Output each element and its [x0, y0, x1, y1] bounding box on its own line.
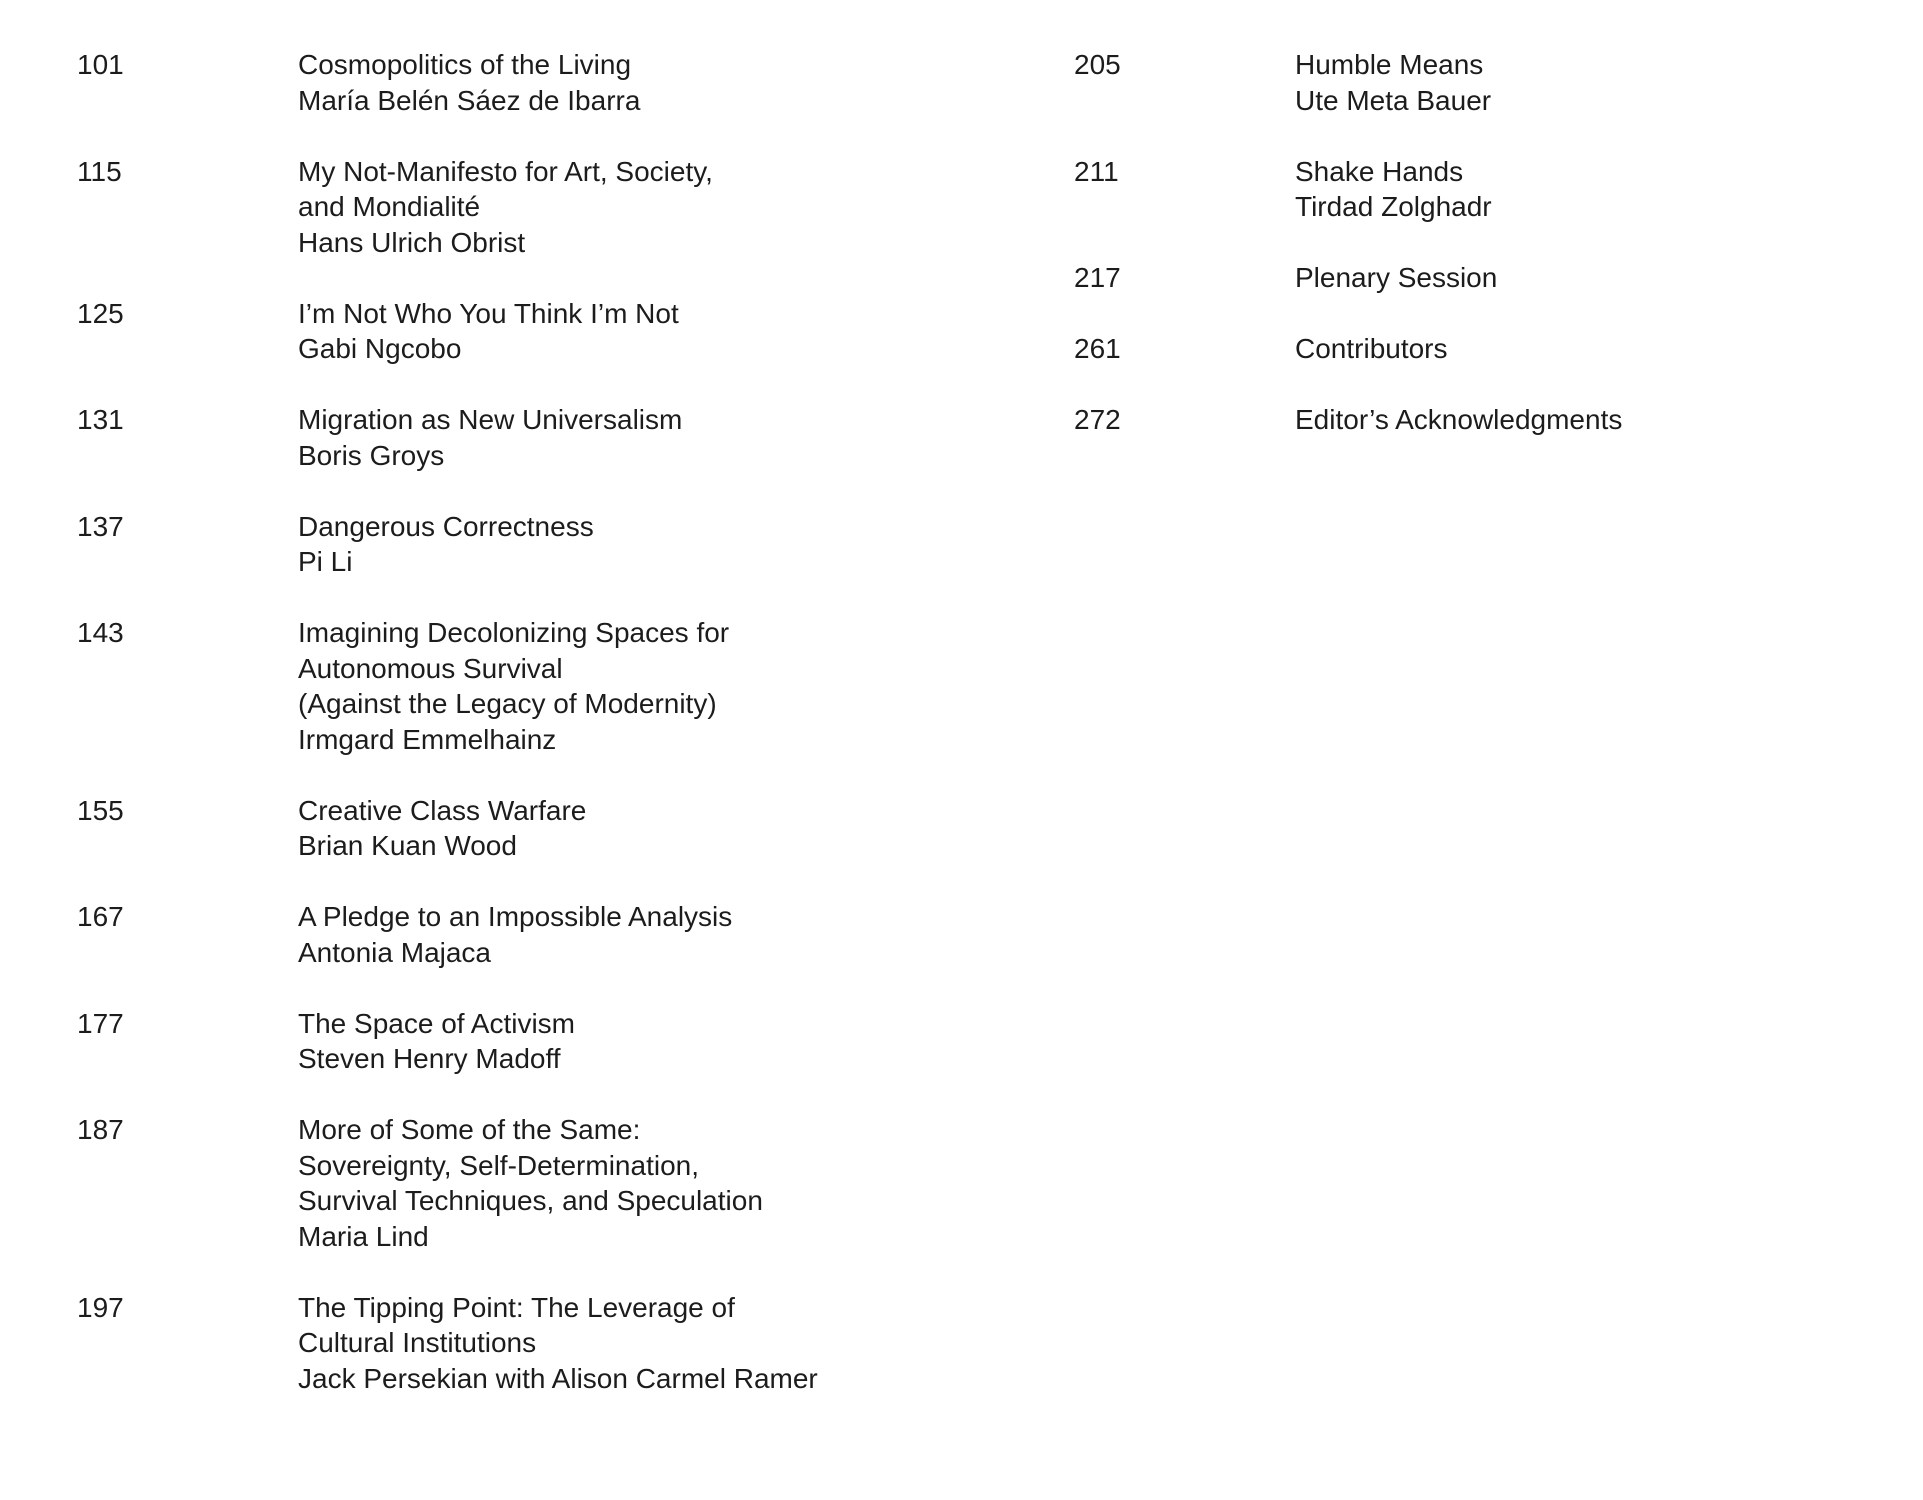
- page-number: 197: [77, 1291, 124, 1323]
- entry-text: [1295, 331, 1448, 367]
- entry-title-line: Cultural Institutions: [298, 1327, 537, 1358]
- entry-title-line: Shake Hands: [1295, 155, 1464, 187]
- page-number: 143: [77, 617, 124, 648]
- toc-entry: [77, 1290, 977, 1397]
- page-number: 101: [77, 49, 124, 80]
- entry-text: [298, 793, 586, 864]
- toc-entry: [77, 1006, 977, 1077]
- entry-title-line: Plenary Session: [1295, 262, 1498, 293]
- page-number: 125: [77, 297, 124, 329]
- entry-author: Jack Persekian with Alison Carmel Ramer: [298, 1362, 818, 1394]
- page-number: 211: [1074, 155, 1119, 187]
- page-number: 155: [77, 794, 124, 826]
- entry-title-line: Editor’s Acknowledgments: [1295, 404, 1623, 435]
- toc-entry: [1074, 154, 1874, 225]
- entry-text: [298, 296, 679, 367]
- entry-text: [1295, 402, 1622, 438]
- entry-title-line: A Pledge to an Impossible Analysis: [298, 901, 733, 932]
- entry-title-line: Cosmopolitics of the Living: [298, 49, 632, 80]
- entry-title-line: Migration as New Universalism: [298, 404, 683, 435]
- page-number: 205: [1074, 49, 1121, 80]
- entry-title-line: The Tipping Point: The Leverage of: [298, 1291, 735, 1323]
- entry-author: Hans Ulrich Obrist: [298, 226, 526, 258]
- entry-author: Ute Meta Bauer: [1295, 84, 1492, 116]
- page-number: 131: [77, 404, 124, 435]
- page-number: 261: [1074, 333, 1121, 364]
- entry-text: [298, 47, 640, 118]
- entry-text: [298, 1006, 575, 1077]
- entry-author: Antonia Majaca: [298, 936, 492, 968]
- toc-entry: [77, 899, 977, 970]
- entry-title-line: Dangerous Correctness: [298, 510, 594, 542]
- entry-author: Pi Li: [298, 546, 353, 577]
- toc-entry: [77, 1112, 977, 1254]
- entry-author: Gabi Ngcobo: [298, 333, 462, 364]
- entry-text: [1295, 260, 1497, 296]
- page-number: 272: [1074, 404, 1121, 435]
- entry-title-line: My Not-Manifesto for Art, Society,: [298, 155, 713, 187]
- entry-text: [298, 1112, 763, 1254]
- entry-author: Steven Henry Madoff: [298, 1043, 561, 1074]
- entry-title-line: and Mondialité: [298, 191, 481, 222]
- entry-title-line: (Against the Legacy of Modernity): [298, 688, 717, 719]
- entry-text: [1295, 154, 1492, 225]
- toc-entry: [1074, 402, 1874, 438]
- page-number: 137: [77, 510, 124, 542]
- entry-text: [298, 154, 713, 261]
- entry-author: Maria Lind: [298, 1220, 429, 1252]
- entry-text: [298, 899, 732, 970]
- entry-title-line: Creative Class Warfare: [298, 794, 587, 826]
- toc-entry: [77, 509, 977, 580]
- page-number: 177: [77, 1007, 124, 1039]
- entry-author: María Belén Sáez de Ibarra: [298, 84, 641, 116]
- toc-entry: [1074, 47, 1874, 118]
- entry-title-line: I’m Not Who You Think I’m Not: [298, 297, 679, 329]
- toc-entry: [77, 47, 977, 118]
- entry-author: Irmgard Emmelhainz: [298, 723, 557, 755]
- page-number: 167: [77, 901, 124, 932]
- toc-entry: [1074, 331, 1874, 367]
- toc-column-left: [77, 47, 977, 1432]
- toc-entry: [1074, 260, 1874, 296]
- entry-text: [298, 402, 682, 473]
- entry-title-line: Sovereignty, Self-Determination,: [298, 1149, 699, 1181]
- entry-author: Tirdad Zolghadr: [1295, 191, 1492, 222]
- entry-author: Boris Groys: [298, 439, 445, 471]
- entry-title-line: The Space of Activism: [298, 1007, 576, 1039]
- entry-text: [298, 615, 729, 757]
- entry-text: [298, 1290, 818, 1397]
- entry-title-line: Autonomous Survival: [298, 652, 563, 684]
- entry-text: [298, 509, 594, 580]
- page-number: 217: [1074, 262, 1121, 293]
- entry-title-line: Imagining Decolonizing Spaces for: [298, 617, 730, 648]
- toc-entry: [77, 793, 977, 864]
- entry-title-line: Humble Means: [1295, 49, 1484, 80]
- page-number: 187: [77, 1114, 124, 1145]
- toc-column-right: [1074, 47, 1874, 473]
- entry-title-line: More of Some of the Same:: [298, 1114, 641, 1145]
- entry-title-line: Contributors: [1295, 333, 1448, 364]
- entry-text: [1295, 47, 1491, 118]
- entry-title-line: Survival Techniques, and Speculation: [298, 1185, 763, 1216]
- page-number: 115: [77, 155, 122, 187]
- toc-entry: [77, 296, 977, 367]
- toc-entry: [77, 154, 977, 261]
- toc-entry: [77, 615, 977, 757]
- toc-entry: [77, 402, 977, 473]
- entry-author: Brian Kuan Wood: [298, 830, 517, 861]
